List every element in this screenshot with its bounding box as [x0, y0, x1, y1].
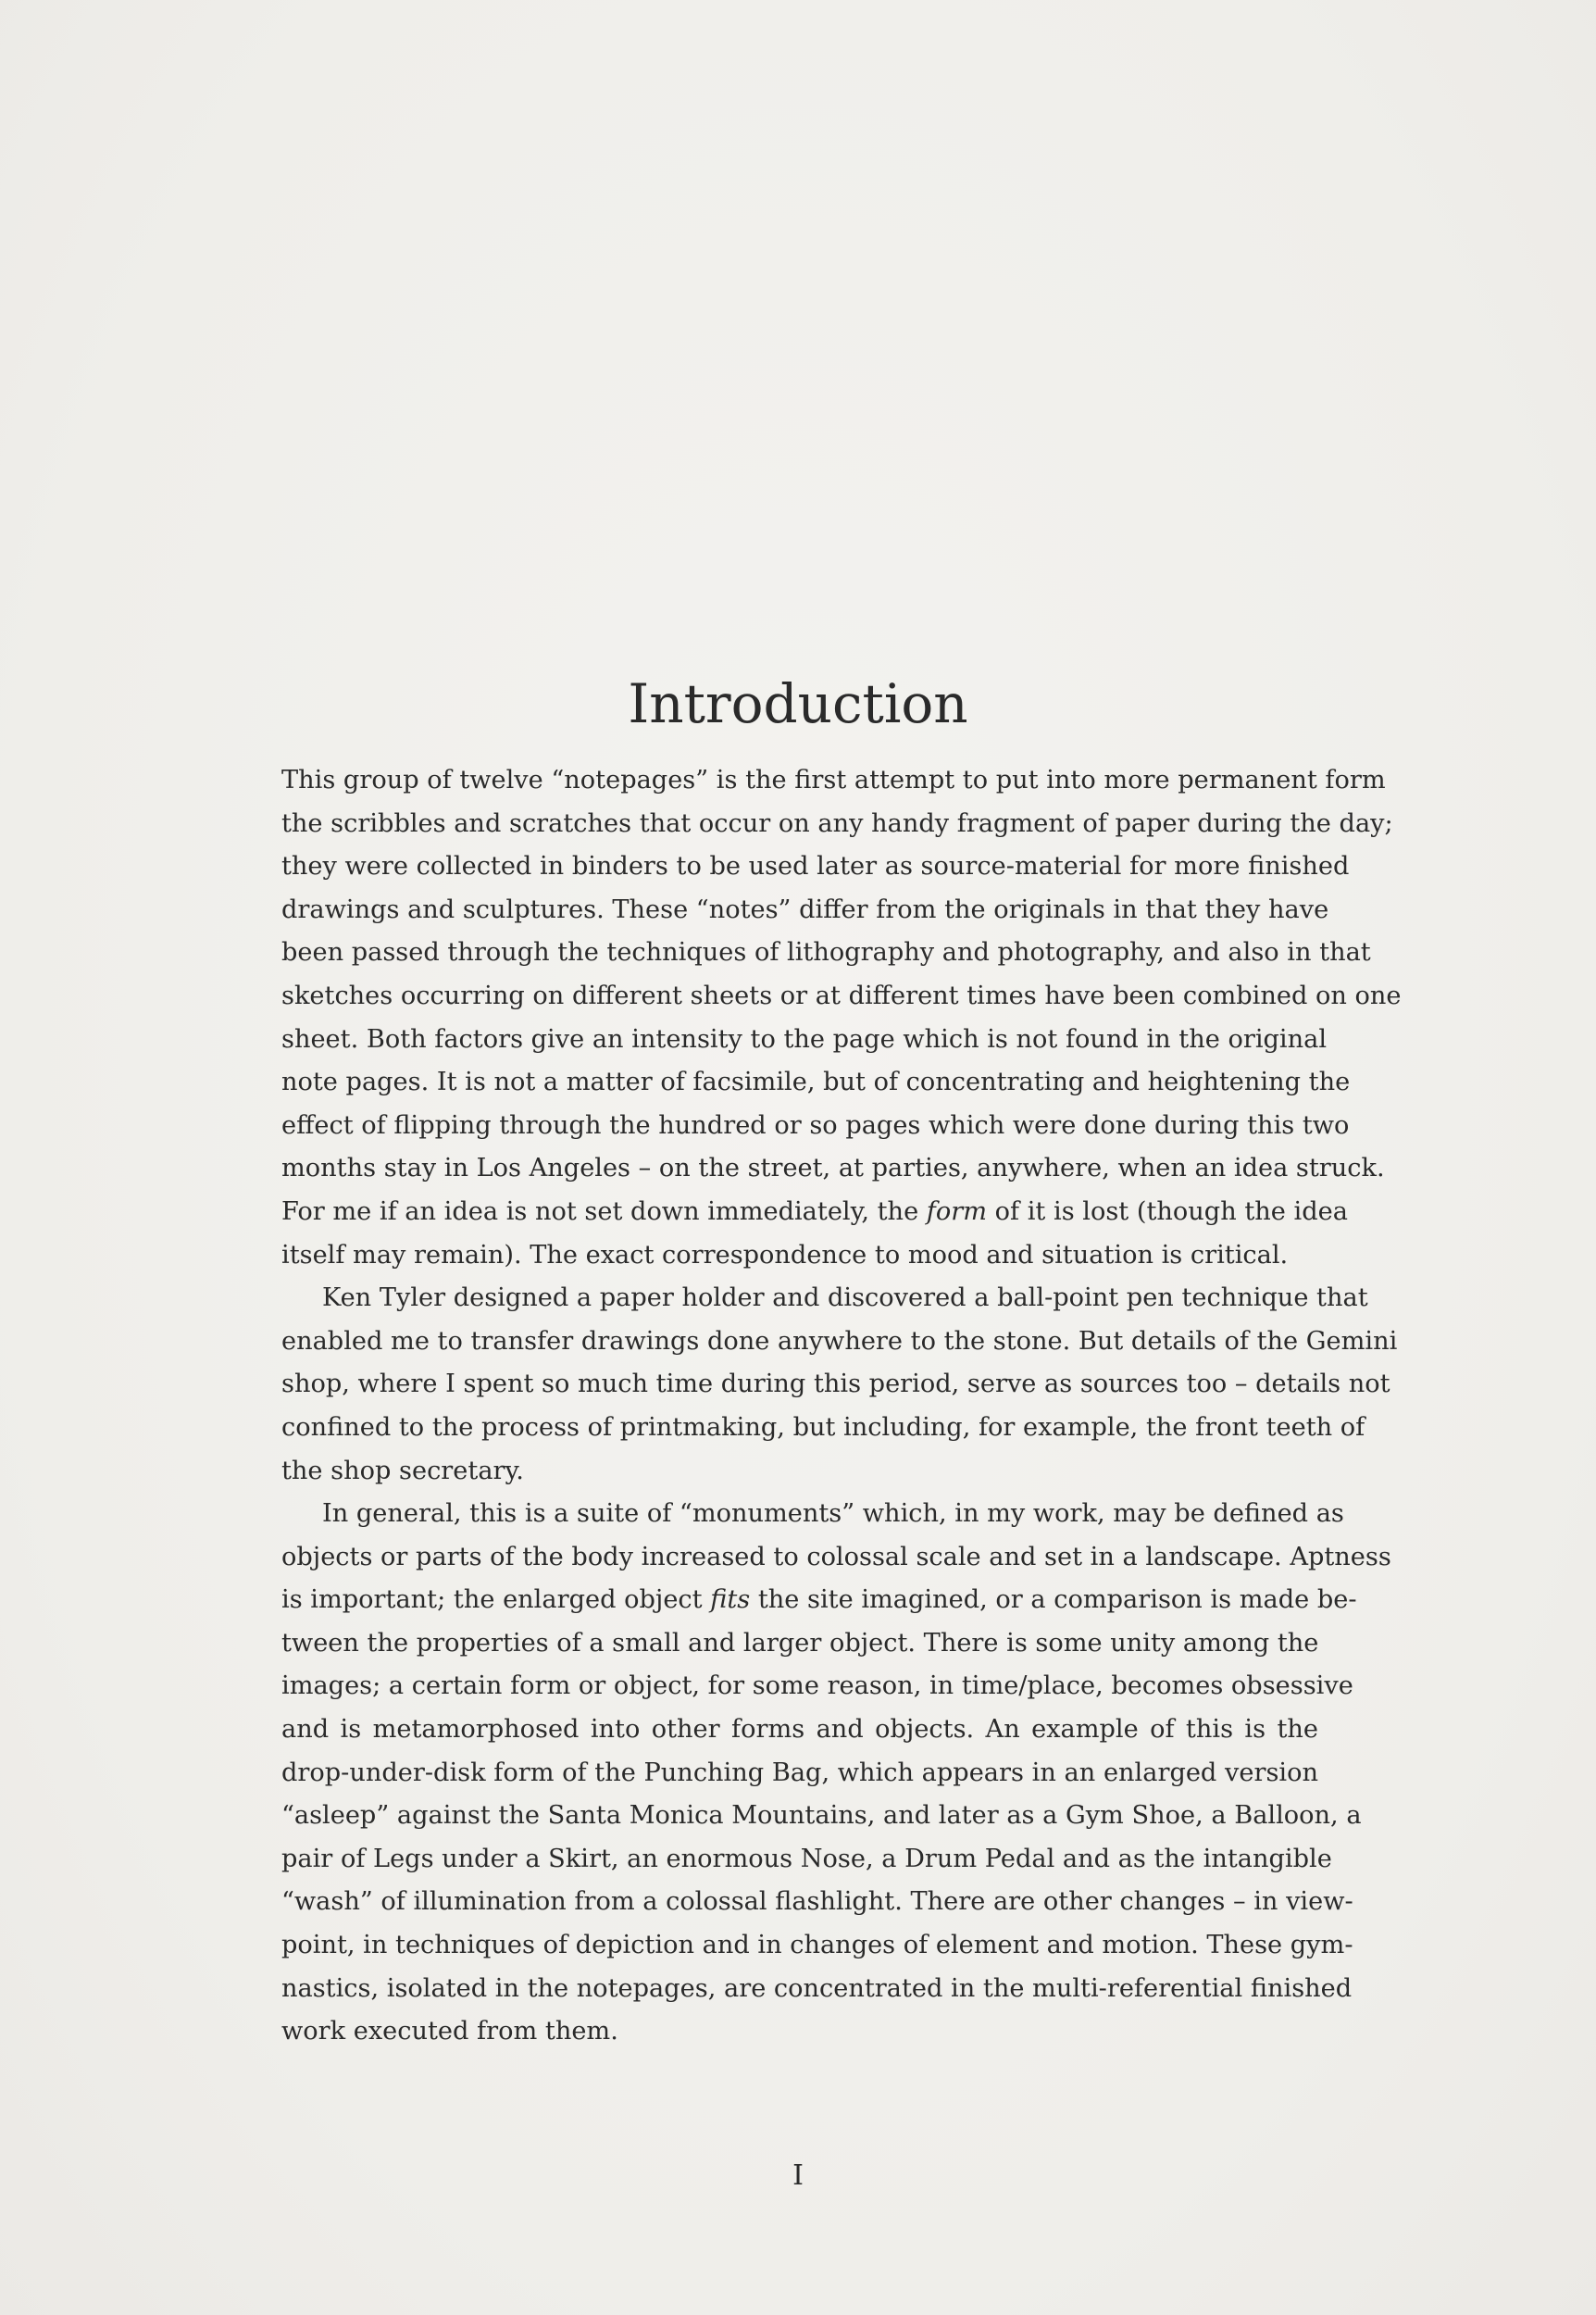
- text-segment: pair of Legs under a Skirt, an enormous Nose, a Drum Pedal and as the intangible: [281, 1844, 1332, 1873]
- text-line: [281, 1924, 1353, 1968]
- text-segment: itself may remain). The exact correspondence to mood and situation is critical.: [281, 1240, 1289, 1270]
- text-line: [281, 845, 1350, 889]
- text-segment: the site imagined, or a comparison is made be-: [750, 1585, 1357, 1615]
- text-segment: sketches occurring on different sheets or at different times have been combined on one: [281, 981, 1402, 1010]
- text-line: [281, 803, 1393, 846]
- text-line: [281, 1450, 1318, 1494]
- text-line: [281, 759, 1386, 803]
- text-line: [281, 1320, 1398, 1364]
- text-line: [281, 1752, 1318, 1796]
- text-line: [281, 889, 1329, 932]
- text-segment: is important; the enlarged object: [281, 1585, 711, 1615]
- text-segment: This group of twelve “notepages” is the first attempt to put into more permanent form: [281, 766, 1386, 795]
- text-line: [281, 1407, 1365, 1450]
- text-line: [281, 1234, 1318, 1278]
- text-line: [281, 932, 1371, 975]
- text-line: [281, 1795, 1362, 1838]
- text-segment: objects or parts of the body increased to colossal scale and set in a landscape. Aptness: [281, 1542, 1391, 1571]
- text-line: [281, 1881, 1353, 1924]
- text-line: [281, 1019, 1328, 1062]
- text-segment: confined to the process of printmaking, but including, for example, the front teeth of: [281, 1412, 1365, 1442]
- text-segment: effect of flipping through the hundred or so pages which were done during this two: [281, 1110, 1350, 1140]
- text-segment: In general, this is a suite of “monuments” which, in my work, may be defined as: [322, 1499, 1344, 1529]
- text-line: [281, 2010, 1318, 2054]
- text-line: [281, 1665, 1353, 1708]
- text-segment: enabled me to transfer drawings done anywhere to the stone. But details of the Gemini: [281, 1326, 1398, 1356]
- text-segment: shop, where I spent so much time during this period, serve as sources too – details not: [281, 1370, 1390, 1399]
- text-segment: the scribbles and scratches that occur on any handy fragment of paper during the day;: [281, 808, 1393, 838]
- text-segment: work executed from them.: [281, 2017, 618, 2046]
- page-number: I: [792, 2159, 804, 2192]
- text-line: [281, 1363, 1390, 1407]
- text-segment: sheet. Both factors give an intensity to the page which is not found in the original: [281, 1024, 1328, 1054]
- text-segment: tween the properties of a small and larger object. There is some unity among the: [281, 1628, 1319, 1658]
- text-line: [281, 1191, 1348, 1234]
- text-segment: “wash” of illumination from a colossal flashlight. There are other changes – in view-: [281, 1887, 1353, 1917]
- text-segment: and is metamorphosed into other forms and objects. An example of this is the: [281, 1715, 1318, 1745]
- text-segment: Ken Tyler designed a paper holder and discovered a ball-point pen technique that: [322, 1283, 1368, 1313]
- text-segment: drop-under-disk form of the Punching Bag, which appears in an enlarged version: [281, 1758, 1318, 1787]
- text-line: [281, 1061, 1351, 1105]
- text-line: [281, 1105, 1350, 1148]
- text-segment: of it is lost (though the idea: [987, 1196, 1348, 1226]
- text-line: [281, 1838, 1332, 1882]
- text-line: [281, 1622, 1318, 1666]
- italic-text: fits: [710, 1585, 751, 1615]
- text-segment: For me if an idea is not set down immediately, the: [281, 1196, 927, 1226]
- body-text: [281, 759, 1402, 2054]
- text-segment: images; a certain form or object, for some reason, in time/place, becomes obsessive: [281, 1671, 1353, 1701]
- italic-text: form: [926, 1196, 988, 1226]
- text-segment: they were collected in binders to be used later as source-material for more finished: [281, 852, 1350, 882]
- text-line: [281, 1708, 1318, 1752]
- text-line: [281, 1277, 1368, 1320]
- text-segment: point, in techniques of depiction and in changes of element and motion. These gym-: [281, 1931, 1353, 1960]
- text-segment: drawings and sculptures. These “notes” differ from the originals in that they have: [281, 895, 1329, 924]
- text-segment: note pages. It is not a matter of facsimile, but of concentrating and heightening the: [281, 1068, 1351, 1097]
- page-title: Introduction: [628, 672, 968, 735]
- text-segment: months stay in Los Angeles – on the street, at parties, anywhere, when an idea struck.: [281, 1154, 1385, 1183]
- text-segment: nastics, isolated in the notepages, are concentrated in the multi-referential finished: [281, 1973, 1353, 2003]
- text-segment: the shop secretary.: [281, 1456, 524, 1485]
- text-line: [281, 1147, 1385, 1191]
- paragraph: [281, 759, 1402, 1277]
- text-segment: been passed through the techniques of lithography and photography, and also in that: [281, 938, 1371, 968]
- text-line: [281, 1536, 1391, 1580]
- text-segment: “asleep” against the Santa Monica Mountains, and later as a Gym Shoe, a Balloon, a: [281, 1801, 1362, 1831]
- text-line: [281, 975, 1402, 1019]
- paragraph: [281, 1493, 1391, 2054]
- text-line: [281, 1579, 1357, 1622]
- paragraph: [281, 1277, 1398, 1493]
- text-line: [281, 1968, 1353, 2011]
- text-line: [281, 1493, 1344, 1536]
